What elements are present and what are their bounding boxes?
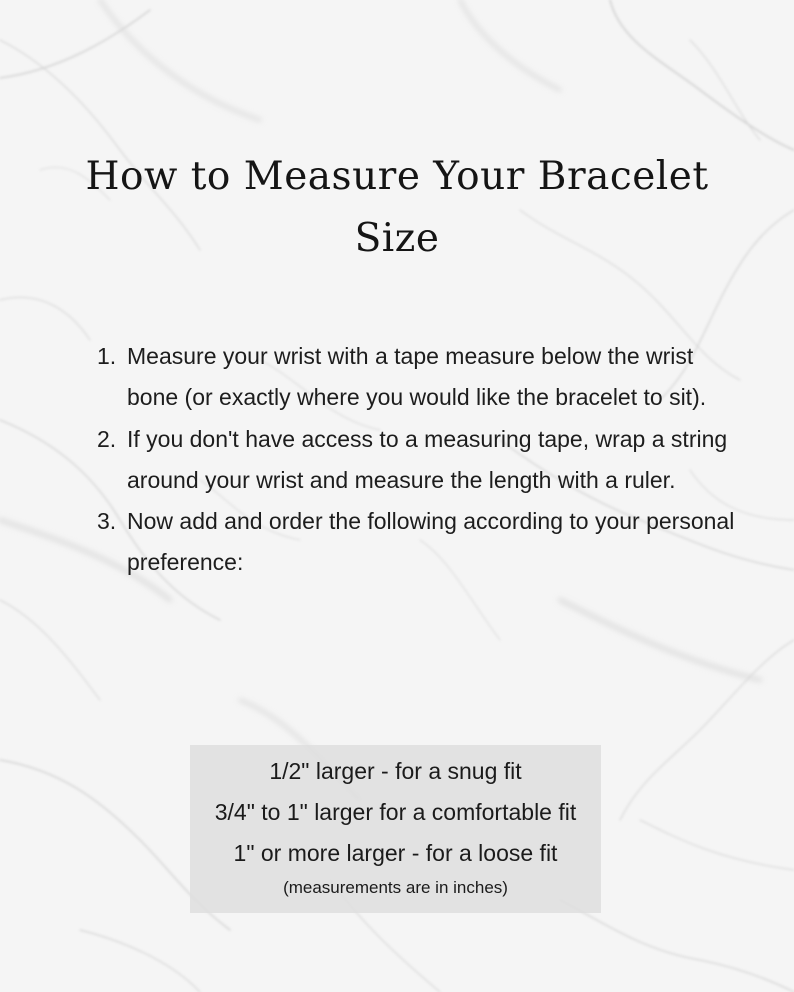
step-text: If you don't have access to a measuring tape, wrap a string around your wrist and measure the length with a ruler. [127, 425, 728, 493]
step-item [97, 336, 737, 419]
page-title: How to Measure Your Bracelet Size [85, 154, 709, 261]
step-number: 2. [97, 425, 117, 452]
step-item [97, 501, 737, 584]
fit-option-loose: 1" or more larger - for a loose fit [233, 840, 558, 866]
fit-option-comfortable: 3/4" to 1" larger for a comfortable fit [214, 799, 577, 825]
step-number: 1. [97, 343, 117, 369]
measurement-steps [97, 336, 737, 584]
fit-guide-lines [190, 745, 601, 874]
fit-guide-box [190, 745, 601, 913]
step-text: Now add and order the following according to your personal preference: [127, 508, 735, 576]
step-number: 3. [97, 508, 117, 535]
units-note: (measurements are in inches) [283, 878, 508, 897]
step-item [97, 419, 737, 502]
step-text: Measure your wrist with a tape measure below the wrist bone (or exactly where you would like the bracelet to sit). [127, 343, 707, 411]
fit-option-snug: 1/2" larger - for a snug fit [269, 758, 522, 784]
